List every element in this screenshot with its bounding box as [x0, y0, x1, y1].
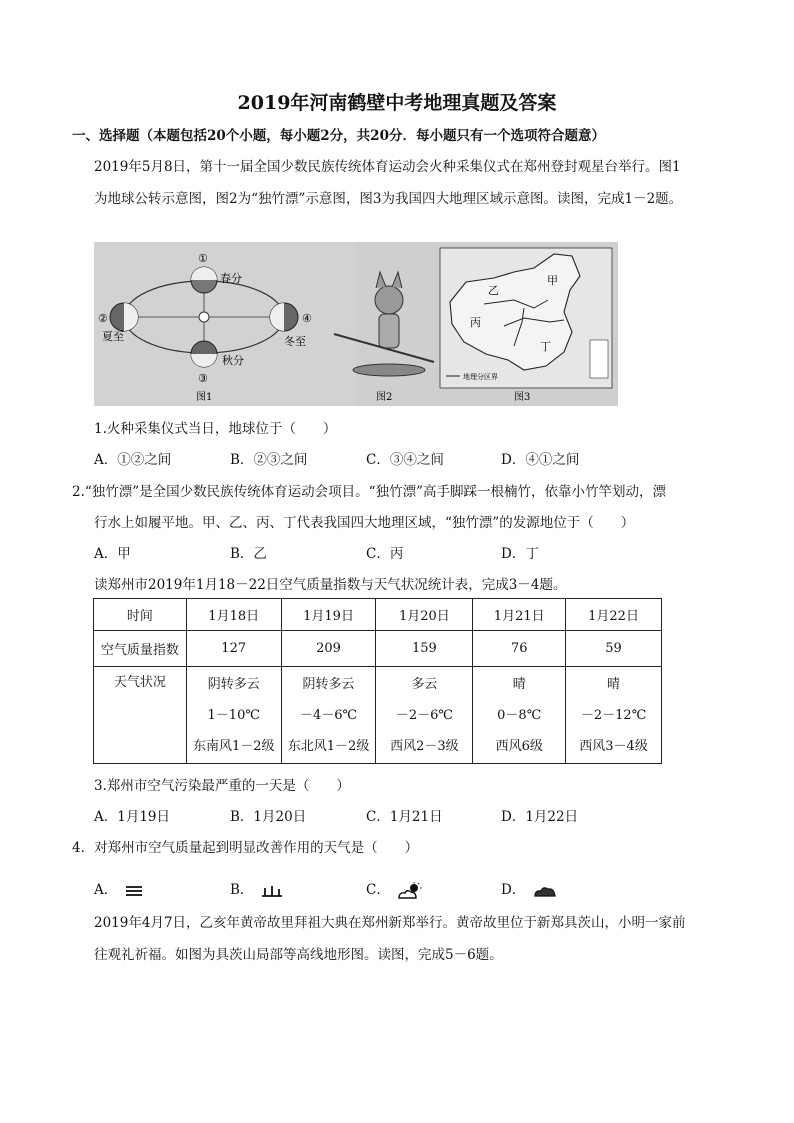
aqi-cell: 209: [281, 631, 376, 667]
weather-wind: 西风6级: [495, 738, 543, 754]
q3-option-b[interactable]: B．1月20日: [230, 809, 307, 825]
earth-revolution-diagram: [94, 242, 356, 406]
sandstorm-symbol-icon: [260, 884, 284, 898]
aqi-cell: 159: [376, 631, 473, 667]
table-row-aqi: [94, 631, 662, 667]
q4-option-c-label: C．: [366, 882, 390, 898]
table-row-weather: [94, 667, 662, 764]
fig3-legend: 地理分区界: [463, 373, 498, 381]
q3-option-d[interactable]: D．1月22日: [501, 809, 579, 825]
weather-wind: 东北风1－2级: [287, 738, 370, 754]
question-2-stem-line-1: 2.“独竹漂”是全国少数民族传统体育运动会项目。“独竹漂”高手脚踩一根楠竹，依靠小竹竿划动，漂: [72, 484, 666, 500]
q4-option-d[interactable]: [501, 878, 558, 898]
q2-option-d[interactable]: D．丁: [501, 546, 539, 562]
intro3-line-2: 往观礼祈福。如图为具茨山局部等高线地形图。读图，完成5－6题。: [94, 947, 503, 963]
table-header-row: [94, 599, 662, 631]
weather-temperature: 0－8℃: [497, 707, 542, 723]
fig3-region-ding: 丁: [540, 340, 551, 353]
q2-option-c[interactable]: C．丙: [366, 546, 404, 562]
partly-cloudy-icon: [396, 882, 422, 900]
fig3-region-bing: 丙: [470, 316, 481, 329]
intro3-line-1: 2019年4月7日，乙亥年黄帝故里拜祖大典在郑州新郑举行。黄帝故里位于新郑具茨山，小明一家前: [94, 915, 686, 931]
q4-option-a-label: A．: [94, 882, 118, 898]
intro-line-1: 2019年5月8日，第十一届全国少数民族传统体育运动会火种采集仪式在郑州登封观星台举行。图1: [94, 159, 681, 175]
china-regions-map: [440, 248, 612, 403]
header-cell: 1月20日: [376, 599, 473, 631]
weather-temperature: －2－6℃: [395, 707, 453, 723]
fig1-label-n3: ③: [198, 372, 208, 385]
fig1-label-winter: 冬至: [284, 335, 306, 348]
weather-temperature: －2－12℃: [580, 707, 647, 723]
q4-option-b[interactable]: [230, 878, 284, 898]
fig3-region-yi: 乙: [488, 284, 499, 297]
figure-panel: [94, 242, 618, 406]
weather-wind: 东南风1－2级: [192, 738, 275, 754]
intro-line-2: 为地球公转示意图，图2为“独竹漂”示意图，图3为我国四大地理区域示意图。读图，完成1－2题。: [94, 191, 683, 207]
header-cell: 1月19日: [281, 599, 376, 631]
aqi-cell: 127: [186, 631, 281, 667]
header-cell: 1月22日: [566, 599, 662, 631]
fig1-label-autumn: 秋分: [222, 354, 244, 367]
fig1-label-spring: 春分: [220, 272, 242, 285]
weather-condition: 阴转多云: [302, 676, 355, 692]
aqi-cell: 59: [566, 631, 662, 667]
header-cell: 时间: [94, 599, 187, 631]
q3-option-c[interactable]: C．1月21日: [366, 809, 443, 825]
fig1-label-n1: ①: [198, 252, 208, 265]
q4-option-c[interactable]: [366, 878, 422, 900]
weather-temperature: －4－6℃: [300, 707, 358, 723]
fig1-label-n4: ④: [302, 312, 312, 325]
weather-temperature: 1－10℃: [207, 707, 260, 723]
question-4-stem: 4．对郑州市空气质量起到明显改善作用的天气是（ ）: [72, 840, 419, 856]
q2-option-a[interactable]: A．甲: [94, 546, 131, 562]
q1-option-d[interactable]: D．④①之间: [501, 452, 580, 468]
header-cell: 1月18日: [186, 599, 281, 631]
q1-option-c[interactable]: C．③④之间: [366, 452, 444, 468]
q1-option-b[interactable]: B．②③之间: [230, 452, 308, 468]
fig1-label-summer: 夏至: [102, 330, 124, 343]
aqi-cell: 76: [473, 631, 566, 667]
q2-option-b[interactable]: B．乙: [230, 546, 267, 562]
q4-option-a[interactable]: [94, 878, 144, 898]
header-cell: 1月21日: [473, 599, 566, 631]
page-title: 2019年河南鹤壁中考地理真题及答案: [237, 92, 557, 114]
weather-condition: 多云: [411, 676, 438, 692]
q1-option-a[interactable]: A．①②之间: [94, 452, 172, 468]
fig3-region-jia: 甲: [547, 274, 558, 287]
air-quality-table: [93, 598, 662, 764]
weather-condition: 晴: [607, 676, 621, 692]
table-intro: 读郑州市2019年1月18－22日空气质量指数与天气状况统计表，完成3－4题。: [94, 577, 567, 593]
weather-condition: 阴转多云: [207, 676, 260, 692]
weather-wind: 西风3－4级: [579, 738, 648, 754]
q3-option-a[interactable]: A．1月19日: [94, 809, 171, 825]
row-label-weather: 天气状况: [113, 675, 166, 690]
q4-option-b-label: B．: [230, 882, 254, 898]
row-label-aqi: 空气质量指数: [94, 631, 187, 667]
cloudy-icon: [532, 884, 558, 898]
question-3-stem: 3.郑州市空气污染最严重的一天是（ ）: [94, 778, 350, 794]
fog-symbol-icon: [124, 884, 144, 898]
fig1-label-n2: ②: [98, 312, 108, 325]
fig1-caption: 图1: [196, 392, 213, 403]
fig3-caption: 图3: [514, 392, 531, 403]
question-1-stem: 1.火种采集仪式当日，地球位于（ ）: [94, 421, 337, 437]
weather-wind: 西风2－3级: [390, 738, 459, 754]
weather-condition: 晴: [512, 676, 526, 692]
fig2-caption: 图2: [376, 392, 393, 403]
question-2-stem-line-2: 行水上如履平地。甲、乙、丙、丁代表我国四大地理区域，“独竹漂”的发源地位于（ ）: [94, 515, 635, 531]
q4-option-d-label: D．: [501, 882, 526, 898]
section-heading: 一、选择题（本题包括20个小题，每小题2分，共20分．每小题只有一个选项符合题意）: [72, 128, 605, 144]
